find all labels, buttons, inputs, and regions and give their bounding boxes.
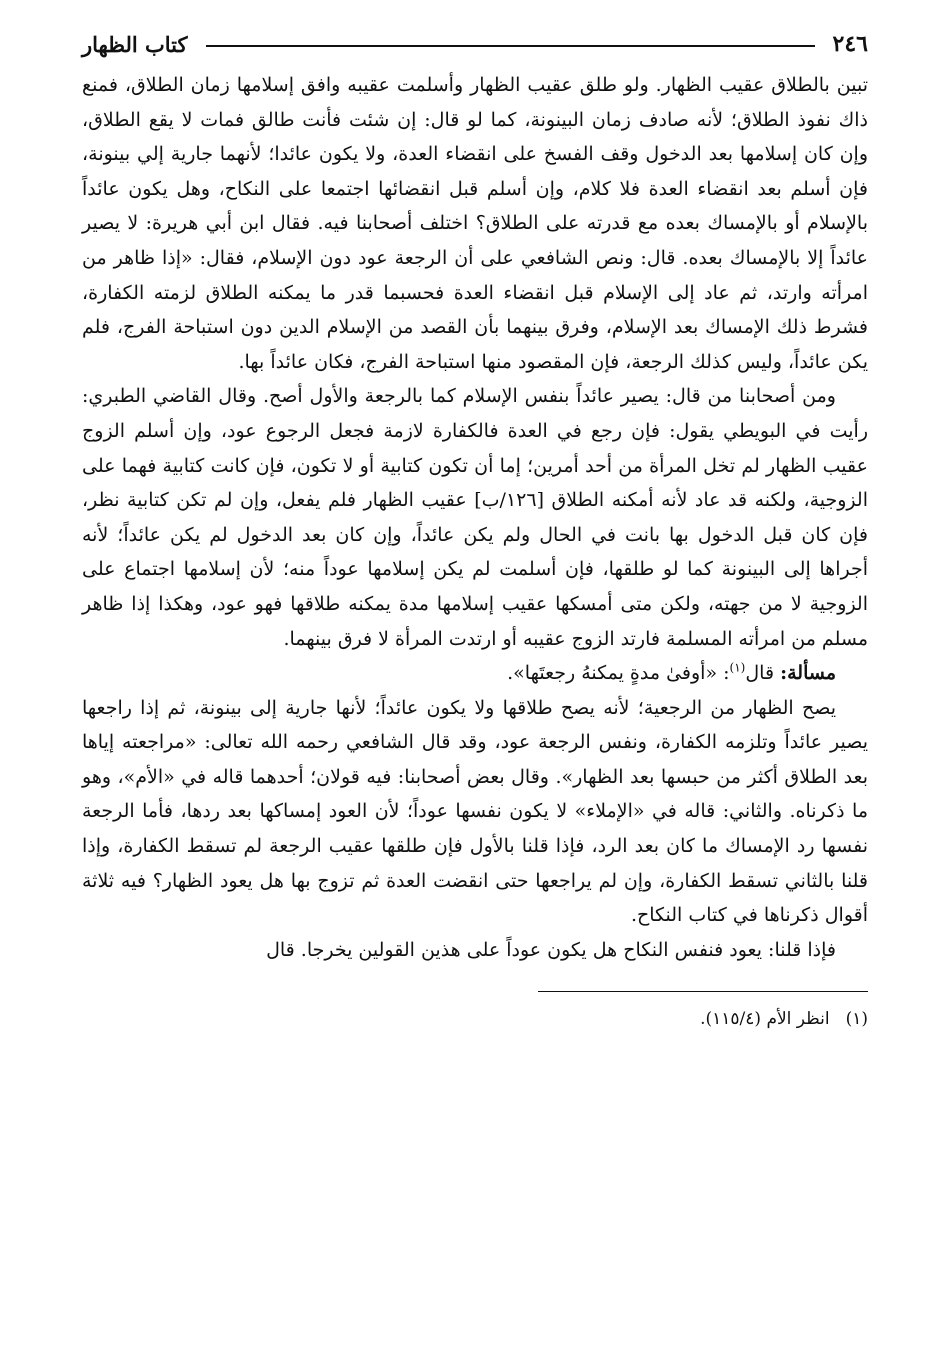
footnote <box>82 1004 868 1034</box>
paragraph-2: ومن أصحابنا من قال: يصير عائداً بنفس الإسلام كما بالرجعة والأول أصح. وقال القاضي الطبري: رأيت في البويطي يقول: فإن رجع في العدة فالكفارة لازمة فجعل الرجوع عود، وإن أسلم الزوج عقيب الظهار لم تخل المرأة من أحد أمرين؛ إما أن تكون كتابية أو لا تكون، فإن كانت كتابية فهما على الزوجية، ولكنه قد عاد لأنه أمكنه الطلاق [١٢٦/ب] عقيب الظهار فلم يفعل، وإن لم تكن كتابية نظر، فإن كان قبل الدخول بها بانت في الحال ولم يكن عائداً، وإن كان بعد الدخول لم يكن عائداً؛ لأنه أجراها إلى البينونة كما لو طلقها، فإن أسلمت لم يكن إسلامها عوداً منه؛ لأن إسلامها اجتماع على الزوجية لا من جهته، ولكن متى أمسكها عقيب إسلامها مدة يمكنه طلاقها فهو عود، وهكذا إذا ظاهر مسلم من امرأته المسلمة فارتد الزوج عقيبه أو ارتدت المرأة لا فرق بينهما. <box>82 385 868 650</box>
header-rule <box>206 45 815 47</box>
paragraph-1: تبين بالطلاق عقيب الظهار. ولو طلق عقيب الظهار وأسلمت عقيبه وافق إسلامها زمان الطلاق، فمنع ذاك نفوذ الطلاق؛ لأنه صادف زمان البينونة، كما لو قال: إن شئت فأنت طالق فمات لا يقع الطلاق، وإن كان إسلامها بعد الدخول وقف الفسخ على انقضاء العدة، ولا يكون عائدا؛ لأنهما جارية إلي بينونة، فإن أسلم بعد انقضاء العدة فلا كلام، وإن أسلم قبل انقضائها اجتمعا على النكاح، وهل يكون عائداً بالإسلام أو بالإمساك بعده مع قدرته على الطلاق؟ اختلف أصحابنا فيه. فقال ابن أبي هريرة: لا يصير عائداً إلا بالإمساك بعده. قال: ونص الشافعي على أن الرجعة عود دون الإسلام، فقال: «إذا ظاهر من امرأته وارتد، ثم عاد إلى الإسلام قبل انقضاء العدة فحسبما قدر ما يمكنه الطلاق لزمته الكفارة، فشرط ذلك الإمساك بعد الإسلام، وفرق بينهما بأن القصد من الإسلام الدين دون استباحة الفرج، فلم يكن عائداً، وليس كذلك الرجعة، فإن المقصود منها استباحة الفرج، فكان عائداً بها. <box>82 74 868 373</box>
footnote-text: انظر الأم (١١٥/٤). <box>700 1009 830 1030</box>
main-text <box>82 68 868 967</box>
footnote-marker: (١) <box>845 1009 868 1030</box>
paragraph-5: فإذا قلنا: يعود فنفس النكاح هل يكون عوداً على هذين القولين يخرجا. قال <box>266 938 836 961</box>
issue-heading: مسألة: <box>780 662 836 685</box>
footnote-divider <box>538 991 868 992</box>
issue-paragraph <box>82 656 868 691</box>
running-title: كتاب الظهار <box>82 31 188 57</box>
page-header <box>82 26 868 62</box>
issue-quote-intro: قال <box>745 662 775 685</box>
page-number: ٢٤٦ <box>832 31 868 57</box>
paragraph-4: يصح الظهار من الرجعية؛ لأنه يصح طلاقها ولا يكون عائداً؛ لأنها جارية إلى بينونة، ثم إذا راجعها يصير عائداً وتلزمه الكفارة، ونفس الرجعة عود، وقد قال الشافعي رحمه الله تعالى: «مراجعته إياها بعد الطلاق أكثر من حبسها بعد الظهار». وقال بعض أصحابنا: فيه قولان؛ أحدهما قاله في «الأم»، وهو ما ذكرناه. والثاني: قاله في «الإملاء» لا يكون نفسها عوداً؛ لأن العود إمساكها بعد ردها، فأما الرجعة نفسها رد الإمساك ما كان بعد الرد، فإذا قلنا بالأول فإن طلقها عقيب الرجعة لم تسقط الكفارة، وإذا قلنا بالثاني تسقط الكفارة، وإن لم يراجعها حتى انقضت العدة ثم تزوج بها هل يعود الظهار؟ فيه ثلاثة أقوال ذكرناها في كتاب النكاح. <box>82 696 868 927</box>
footnote-reference[interactable]: (١) <box>729 660 746 675</box>
issue-quote: : «أوفىٰ مدةٍ يمكنهُ رجعتَها». <box>507 662 730 685</box>
book-page <box>82 26 868 1346</box>
